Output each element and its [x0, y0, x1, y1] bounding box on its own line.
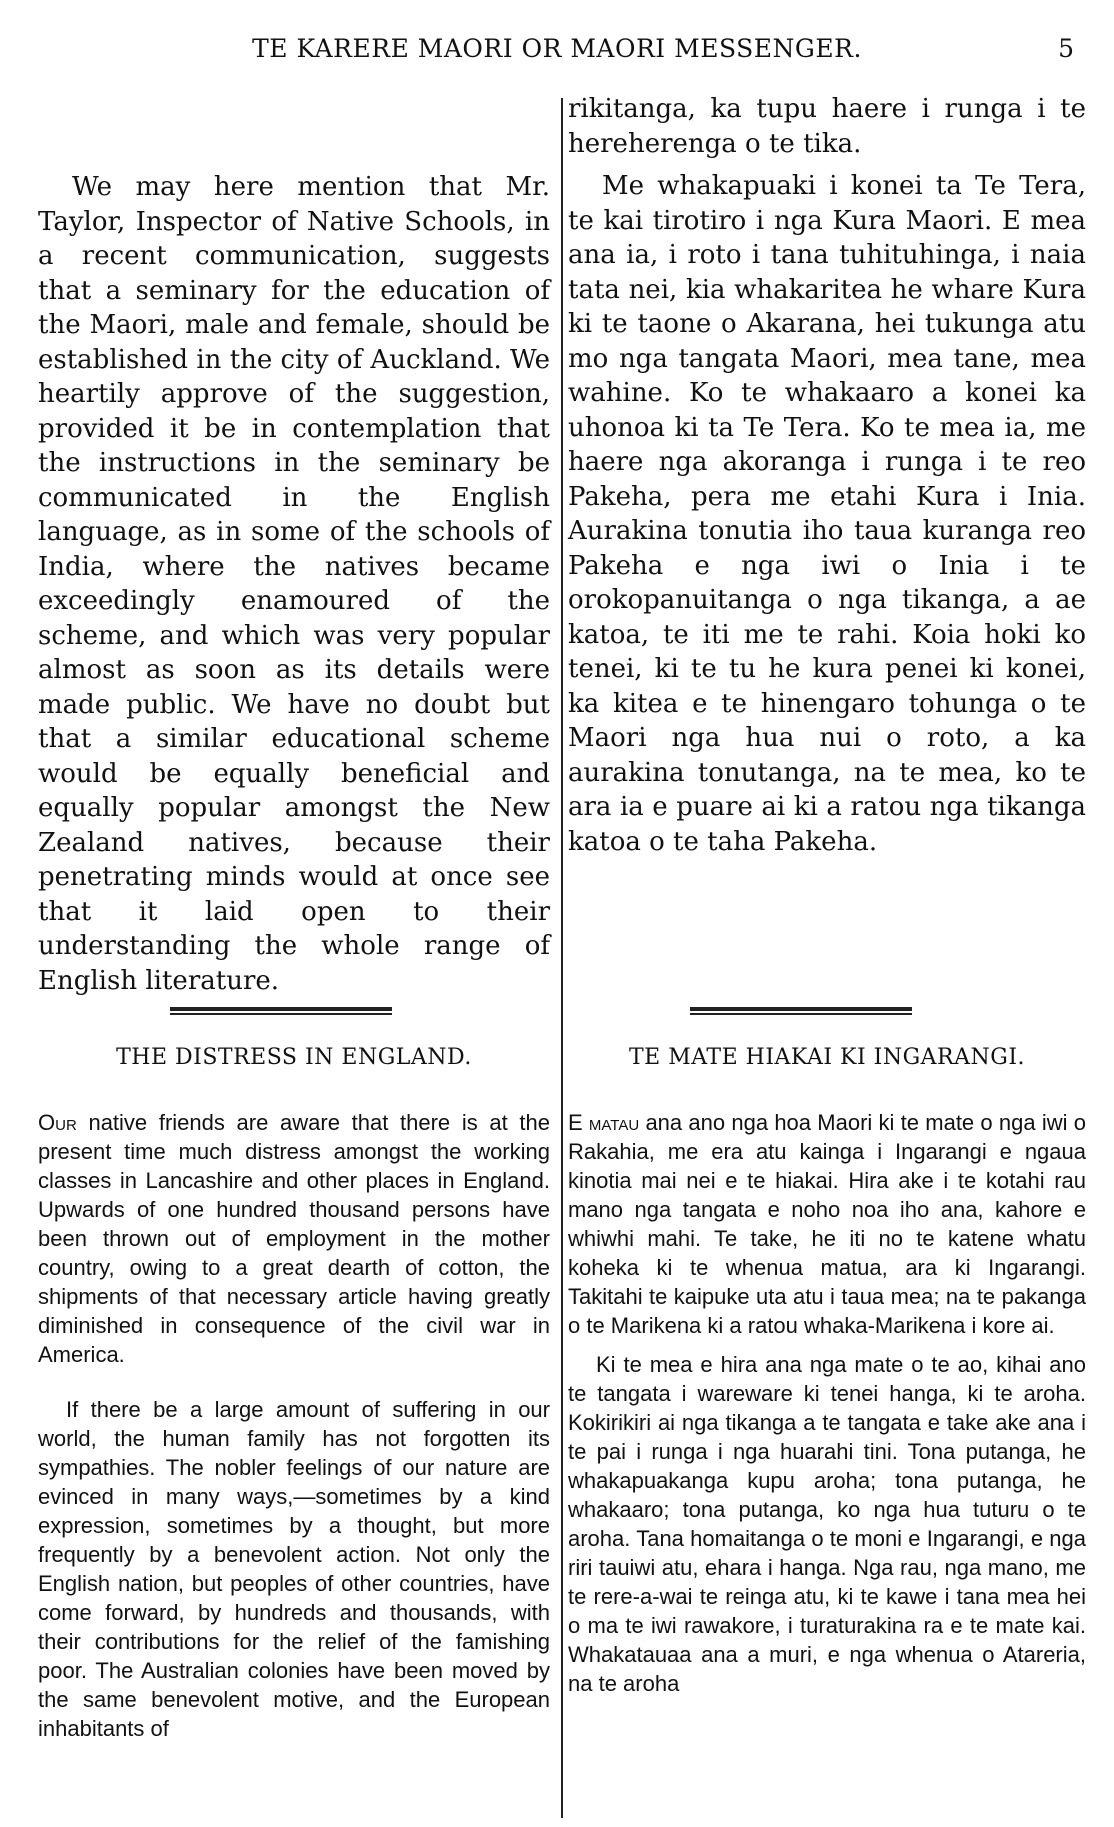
dropcap-word: E matau [568, 1110, 640, 1135]
section-rule-left [170, 1007, 392, 1017]
mate-paragraph-2: Ki te mea e hira ana nga mate o te ao, kihai ano te tangata i wareware ki tenei hanga, ki te aroha. Kokirikiri ai nga tikanga a te tangata e take ake ana i te pai i runga i nga huarahi tini. Tona putanga, he whakapuakanga kupu aroha; tona putanga, he whakaaro; tona putanga, ko nga hua tuturu o te aroha. Tana homaitanga o te moni e Ingarangi, e nga riri tauiwi atu, ehara i hanga. Nga rau, nga mano, me te rere-a-wai te reinga atu, ki te kawe i tana mea hei o ma te iwi rawakore, i turaturakina ra e te mate kai. Whakatauaa ana a muri, e nga whenua o Atareria, na te aroha [568, 1352, 1086, 1696]
section-rule-right [690, 1007, 912, 1017]
maori-continuation-paragraph: rikitanga, ka tupu haere i runga i te hereherenga o te tika. [568, 94, 1086, 159]
upper-right-column [568, 92, 1086, 859]
page-header [30, 34, 1084, 74]
section-heading-english: THE DISTRESS IN ENGLAND. [116, 1045, 472, 1070]
newspaper-title: TE KARERE MAORI OR MAORI MESSENGER. [252, 34, 862, 63]
dropcap-word: Our [38, 1110, 77, 1135]
distress-paragraph-2: If there be a large amount of suffering in our world, the human family has not forgotten its sympathies. The nobler feelings of our nature are evinced in many ways,—sometimes by a kind expression, sometimes by a thought, but more frequently by a benevolent action. Not only the English nation, but peoples of other countries, have come forward, by hundreds and thousands, with their contributions for the relief of the famishing poor. The Australian colonies have been moved by the same benevolent motive, and the European inhabitants of [38, 1397, 550, 1741]
distress-paragraph-1 [38, 1108, 550, 1369]
lower-left-column [38, 1108, 550, 1743]
mate-paragraph-1-text: ana ano nga hoa Maori ki te mate o nga iwi o Rakahia, me era atu kainga i Ingarangi e ngaua kinotia mai nei e te hiakai. Hira ake i te kotahi rau mano nga tangata e noho noa iho ana, kahore e whiwhi mahi. Te take, he iti no te katene whatu koheka ki te whenua matua, ara ki Ingarangi. Takitahi te kaipuke uta atu i taua mea; na te pakanga o te Marikena ki a ratou whaka-Marikena i kore ai. [568, 1110, 1086, 1338]
mate-paragraph-1 [568, 1108, 1086, 1340]
lower-right-column [568, 1108, 1086, 1698]
english-seminary-paragraph: We may here mention that Mr. Taylor, Inspector of Native Schools, in a recent communication, suggests that a seminary for the education of the Maori, male and female, should be established in the city of Auckland. We heartily approve of the suggestion, provided it be in contemplation that the instructions in the seminary be communicated in the English language, as in some of the schools of India, where the natives became exceedingly enamoured of the scheme, and which was very popular almost as soon as its details were made public. We have no doubt but that a similar educational scheme would be equally beneficial and equally popular amongst the New Zealand natives, because their penetrating minds would at once see that it laid open to their understanding the whole range of English literature. [38, 172, 550, 996]
maori-seminary-paragraph: Me whakapuaki i konei ta Te Tera, te kai tirotiro i nga Kura Maori. E mea ana ia, i roto i tana tuhituhinga, i naia tata nei, kia whakaritea he whare Kura ki te taone o Akarana, hei tukunga atu mo nga tangata Maori, mea tane, mea wahine. Ko te whakaaro a konei ka uhonoa ki ta Te Tera. Ko te mea ia, me haere nga akoranga i runga i te reo Pakeha, pera me etahi Kura i Inia. Aurakina tonutia iho taua kuranga reo Pakeha e nga iwi o Inia i te orokopanuitanga o nga tikanga, a ae katoa, te iti me te rahi. Koia hoki ko tenei, ki te tu he kura penei ki konei, ka kitea e te hinengaro tohunga o te Maori nga hua nui o roto, a ka aurakina tonutanga, na te mea, ko te ara ia e puare ai ki a ratou nga tikanga katoa o te taha Pakeha. [568, 171, 1086, 857]
upper-left-column [38, 170, 550, 998]
column-divider [561, 98, 563, 1818]
section-heading-maori: TE MATE HIAKAI KI INGARANGI. [628, 1045, 1026, 1070]
distress-paragraph-1-text: native friends are aware that there is at the present time much distress amongst the working classes in Lancashire and other places in England. Upwards of one hundred thousand persons have been thrown out of employment in the mother country, owing to a great dearth of cotton, the shipments of that necessary article having greatly diminished in consequence of the civil war in America. [38, 1110, 550, 1367]
page-number: 5 [1058, 34, 1074, 63]
